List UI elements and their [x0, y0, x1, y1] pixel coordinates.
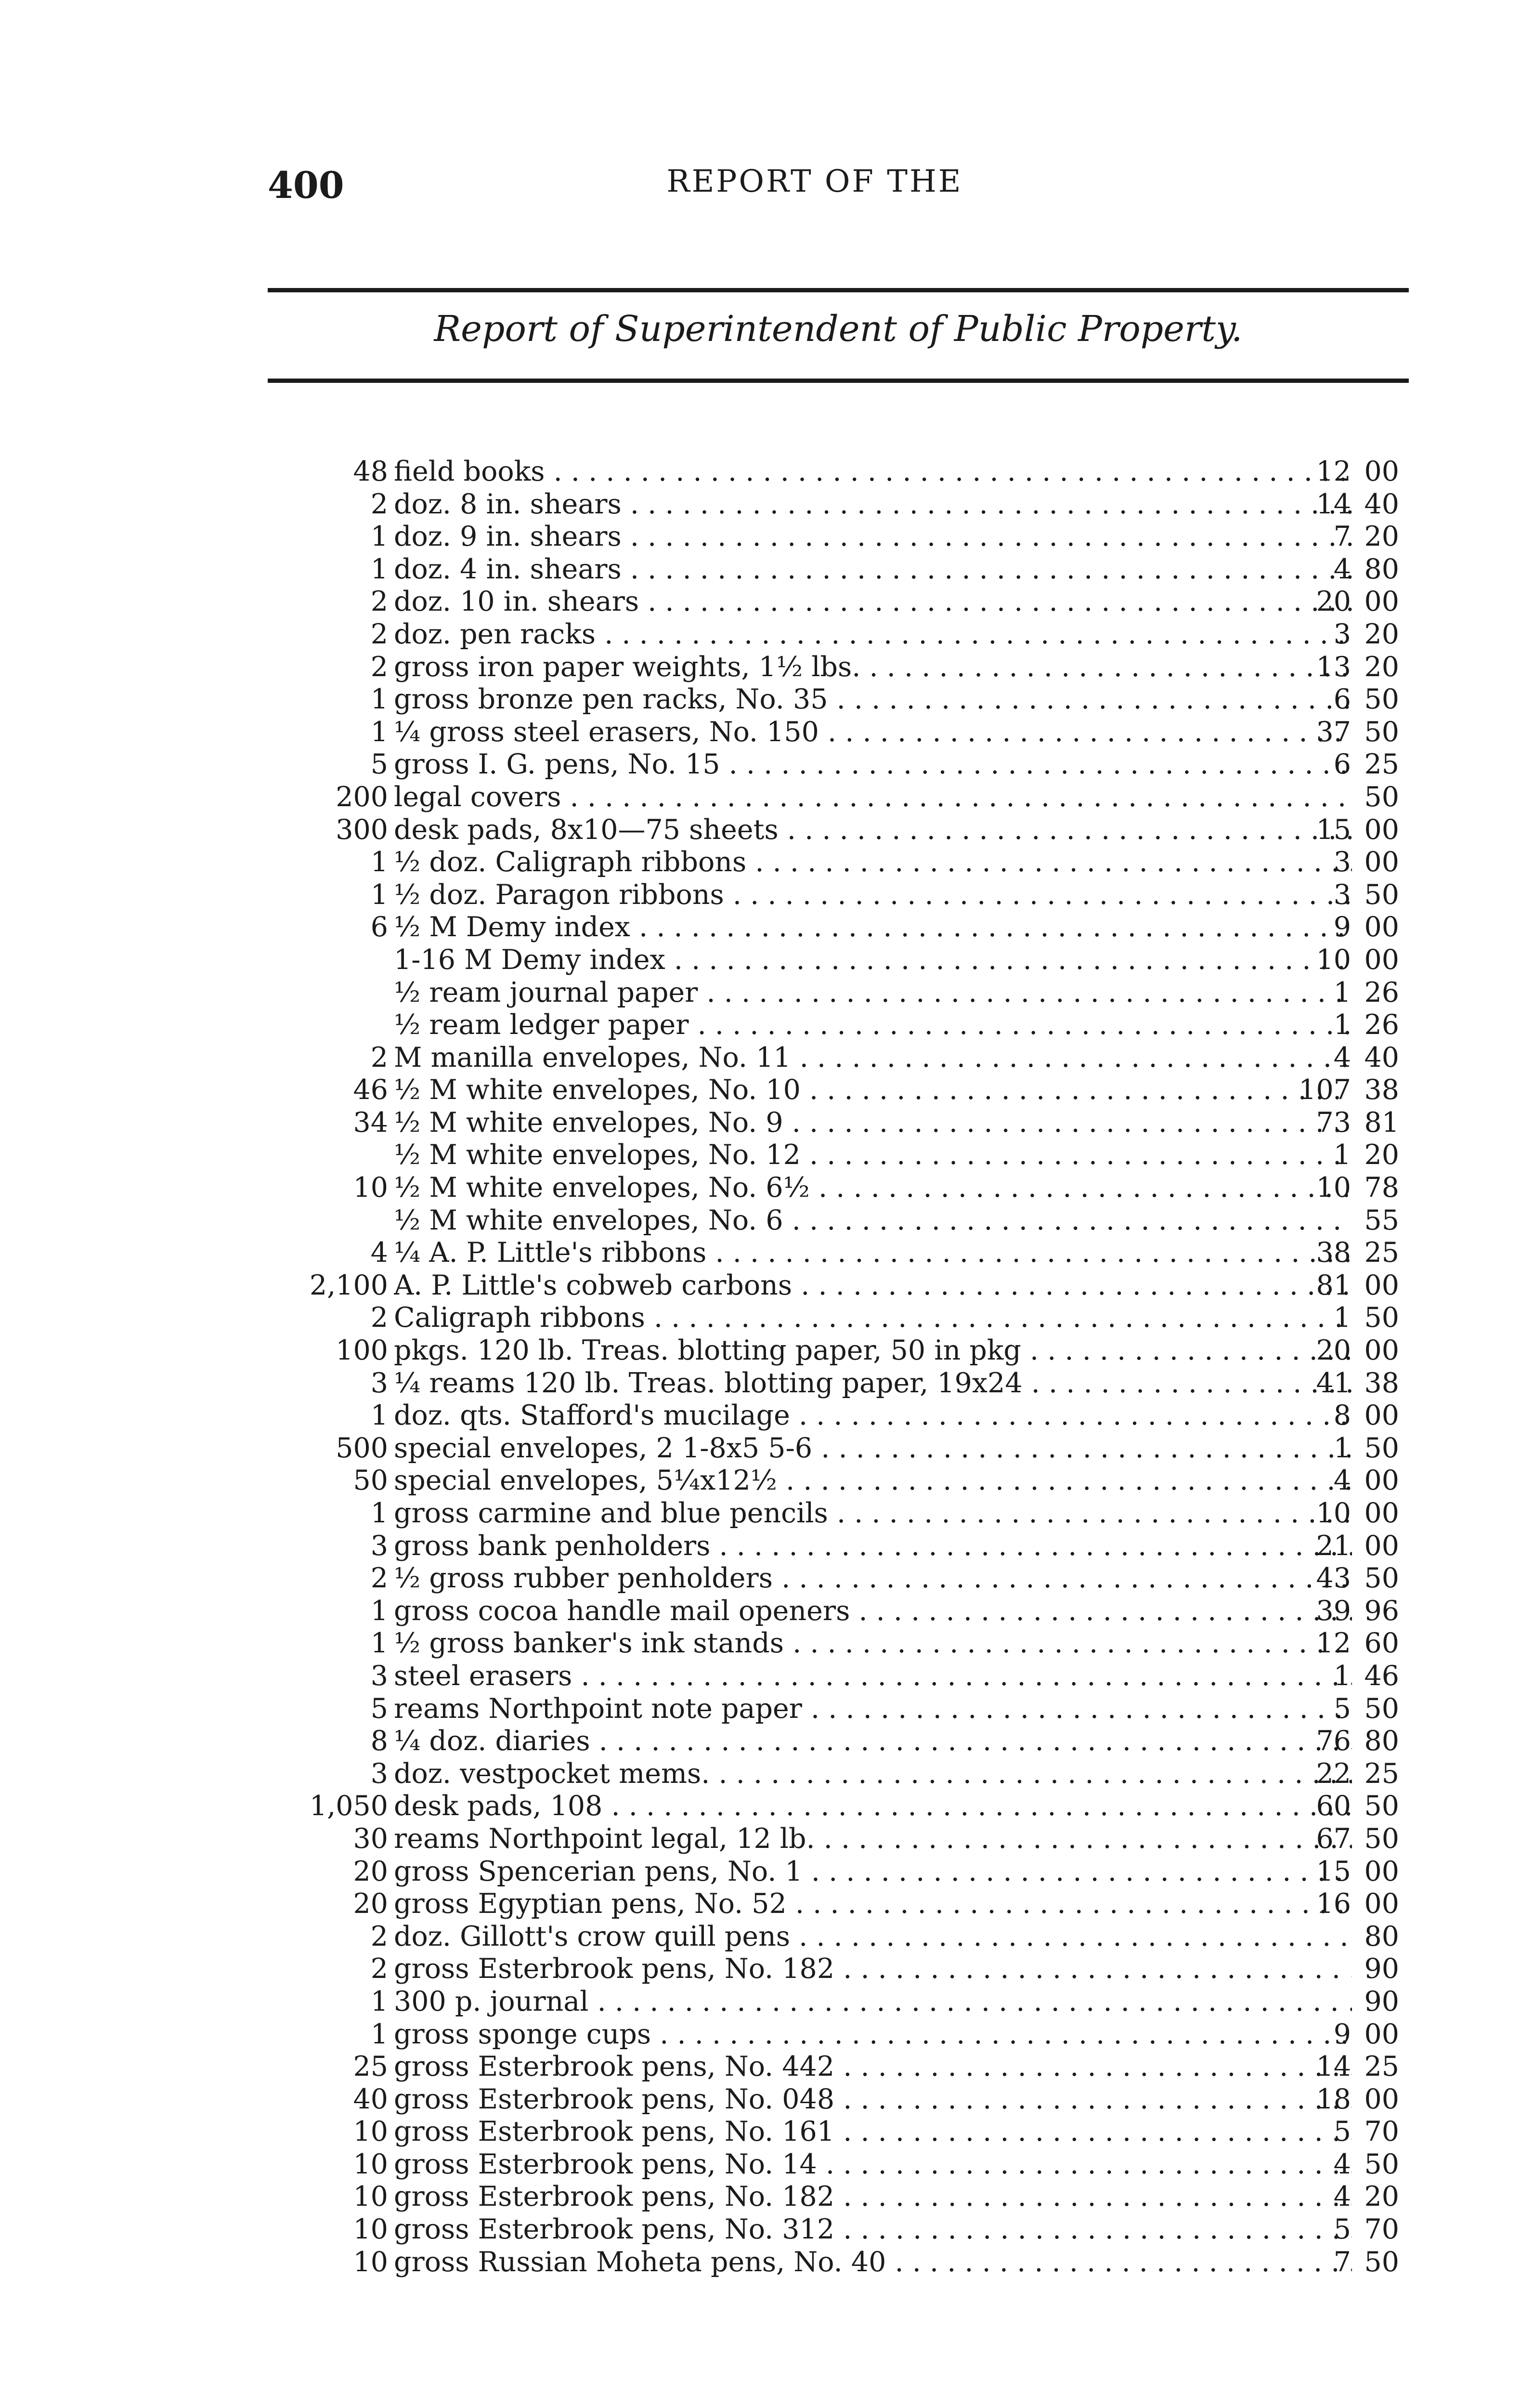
item-description: desk pads, 8x10—75 sheets . . . — [394, 814, 1352, 847]
list-item — [268, 1269, 1409, 1302]
item-cents: 00 — [1364, 943, 1399, 976]
item-quantity: 10 — [353, 2181, 388, 2213]
item-cents: 00 — [1364, 1335, 1399, 1367]
item-quantity: 2 — [370, 618, 388, 650]
item-cents: 00 — [1364, 911, 1399, 943]
list-item — [268, 781, 1409, 814]
item-dollars: 1 — [1333, 976, 1351, 1008]
item-dollars: 9 — [1333, 911, 1351, 943]
item-dollars: 15 — [1316, 1855, 1351, 1887]
item-quantity: 1 — [370, 683, 388, 716]
item-cents: 20 — [1364, 1139, 1399, 1171]
item-quantity: 2 — [370, 488, 388, 520]
list-item — [268, 1367, 1409, 1400]
list-item — [268, 716, 1409, 749]
item-dollars: 5 — [1333, 2116, 1351, 2148]
item-description: doz. pen racks . . . — [394, 618, 1352, 651]
item-quantity: 1 — [370, 1985, 388, 2017]
item-dollars: 43 — [1316, 1562, 1351, 1595]
item-dollars: 3 — [1333, 846, 1351, 878]
item-cents: 50 — [1364, 878, 1399, 911]
list-item — [268, 2246, 1409, 2279]
list-item — [268, 977, 1409, 1009]
item-description: reams Northpoint note paper . . . — [394, 1693, 1352, 1726]
list-item — [268, 1921, 1409, 1953]
item-description: desk pads, 108 . . . — [394, 1790, 1352, 1823]
item-description: gross Esterbrook pens, No. 182 . . . — [394, 1953, 1352, 1986]
item-dollars: 14 — [1316, 488, 1351, 520]
item-quantity: 50 — [353, 1465, 388, 1497]
item-cents: 80 — [1364, 553, 1399, 585]
list-item — [268, 1042, 1409, 1074]
list-item — [268, 1986, 1409, 2018]
list-item — [268, 2083, 1409, 2116]
item-dollars: 21 — [1316, 1530, 1351, 1562]
list-item — [268, 1693, 1409, 1726]
item-quantity: 8 — [370, 1725, 388, 1757]
item-dollars: 13 — [1316, 651, 1351, 683]
item-dollars: 5 — [1333, 2213, 1351, 2246]
list-item — [268, 553, 1409, 586]
list-item — [268, 2051, 1409, 2083]
item-dollars: 1 — [1333, 1009, 1351, 1041]
item-cents: 50 — [1364, 1692, 1399, 1725]
item-cents: 00 — [1364, 1497, 1399, 1529]
list-item — [268, 1465, 1409, 1497]
item-cents: 25 — [1364, 1757, 1399, 1790]
item-cents: 20 — [1364, 651, 1399, 683]
item-description: ½ gross rubber penholders . . . — [394, 1562, 1352, 1595]
item-description: gross cocoa handle mail openers . . . — [394, 1595, 1352, 1628]
list-item — [268, 1595, 1409, 1628]
item-description: gross Esterbrook pens, No. 182 . . . — [394, 2181, 1352, 2213]
item-cents: 60 — [1364, 1627, 1399, 1660]
item-description: steel erasers . . . — [394, 1660, 1352, 1693]
item-cents: 55 — [1364, 1204, 1399, 1236]
list-item — [268, 1562, 1409, 1595]
item-dollars: 7 — [1333, 2246, 1351, 2278]
item-cents: 50 — [1364, 1562, 1399, 1595]
item-quantity: 300 — [336, 813, 388, 846]
item-cents: 40 — [1364, 488, 1399, 520]
item-quantity: 3 — [370, 1757, 388, 1790]
item-quantity: 2 — [370, 1302, 388, 1334]
list-item — [268, 456, 1409, 488]
item-description: gross bronze pen racks, No. 35 . . . — [394, 683, 1352, 716]
item-dollars: 6 — [1333, 748, 1351, 781]
item-cents: 20 — [1364, 2181, 1399, 2213]
item-dollars: 107 — [1299, 1074, 1351, 1106]
list-item — [268, 1074, 1409, 1107]
item-description: gross I. G. pens, No. 15 . . . — [394, 748, 1352, 781]
item-cents: 25 — [1364, 1237, 1399, 1269]
item-description: ¼ gross steel erasers, No. 150 . . . — [394, 716, 1352, 749]
item-description: ¼ reams 120 lb. Treas. blotting paper, 19x24 . . . — [394, 1367, 1352, 1400]
item-description: gross Esterbrook pens, No. 442 . . . — [394, 2051, 1352, 2083]
item-description: ½ doz. Caligraph ribbons . . . — [394, 846, 1352, 879]
item-description: gross Esterbrook pens, No. 312 . . . — [394, 2213, 1352, 2246]
item-dollars: 9 — [1333, 2018, 1351, 2050]
item-dollars: 20 — [1316, 1335, 1351, 1367]
item-dollars: 18 — [1316, 2083, 1351, 2115]
list-item — [268, 1302, 1409, 1335]
item-dollars: 22 — [1316, 1757, 1351, 1790]
item-quantity: 1 — [370, 716, 388, 748]
item-cents: 00 — [1364, 586, 1399, 618]
item-quantity: 1 — [370, 846, 388, 878]
item-cents: 50 — [1364, 716, 1399, 748]
list-item — [268, 1107, 1409, 1139]
list-item — [268, 1790, 1409, 1823]
list-item — [268, 1335, 1409, 1367]
item-dollars: 4 — [1333, 1465, 1351, 1497]
item-description: doz. 9 in. shears . . . — [394, 521, 1352, 553]
item-quantity: 2,100 — [309, 1269, 388, 1301]
item-cents: 00 — [1364, 1888, 1399, 1920]
list-item — [268, 2213, 1409, 2246]
item-description: doz. 10 in. shears . . . — [394, 586, 1352, 618]
item-description: ½ doz. Paragon ribbons . . . — [394, 879, 1352, 912]
item-dollars: 4 — [1333, 553, 1351, 585]
item-quantity: 34 — [353, 1106, 388, 1139]
item-cents: 00 — [1364, 846, 1399, 878]
item-description: gross sponge cups . . . — [394, 2018, 1352, 2051]
item-description: ½ ream ledger paper . . . — [394, 1009, 1352, 1042]
list-item — [268, 1530, 1409, 1563]
item-cents: 00 — [1364, 456, 1399, 487]
item-quantity: 3 — [370, 1530, 388, 1562]
list-item — [268, 944, 1409, 977]
item-dollars: 8 — [1333, 1400, 1351, 1432]
item-dollars: 1 — [1333, 1432, 1351, 1464]
list-item — [268, 618, 1409, 651]
item-dollars: 14 — [1316, 2051, 1351, 2083]
item-description: doz. qts. Stafford's mucilage . . . — [394, 1400, 1352, 1432]
item-cents: 50 — [1364, 683, 1399, 716]
item-quantity: 10 — [353, 2246, 388, 2278]
item-quantity: 1,050 — [309, 1790, 388, 1822]
item-quantity: 40 — [353, 2083, 388, 2115]
items-list — [268, 456, 1409, 2278]
item-description: A. P. Little's cobweb carbons . . . — [394, 1269, 1352, 1302]
list-item — [268, 1400, 1409, 1432]
item-quantity: 1 — [370, 1400, 388, 1432]
item-description: gross bank penholders . . . — [394, 1530, 1352, 1563]
item-quantity: 1 — [370, 1627, 388, 1660]
item-dollars: 5 — [1333, 1692, 1351, 1725]
list-item — [268, 2018, 1409, 2051]
item-dollars: 10 — [1316, 1497, 1351, 1529]
item-dollars: 10 — [1316, 1172, 1351, 1204]
item-cents: 50 — [1364, 1432, 1399, 1464]
list-item — [268, 911, 1409, 944]
item-description: gross carmine and blue pencils . . . — [394, 1497, 1352, 1530]
item-quantity: 30 — [353, 1822, 388, 1855]
item-cents: 50 — [1364, 1302, 1399, 1334]
item-quantity: 1 — [370, 521, 388, 553]
list-item — [268, 1888, 1409, 1921]
item-dollars: 6 — [1333, 683, 1351, 716]
list-item — [268, 1627, 1409, 1660]
list-item — [268, 1237, 1409, 1269]
item-description: special envelopes, 2 1-8x5 5-6 . . . — [394, 1432, 1352, 1465]
list-item — [268, 1009, 1409, 1042]
list-item — [268, 2181, 1409, 2213]
item-description: ½ M white envelopes, No. 6 . . . — [394, 1204, 1352, 1237]
item-description: gross Esterbrook pens, No. 048 . . . — [394, 2083, 1352, 2116]
item-dollars: 76 — [1316, 1725, 1351, 1757]
item-quantity: 46 — [353, 1074, 388, 1106]
item-quantity: 10 — [353, 2213, 388, 2246]
list-item — [268, 1660, 1409, 1693]
list-item — [268, 879, 1409, 912]
list-item — [268, 1497, 1409, 1530]
item-description: ½ gross banker's ink stands . . . — [394, 1627, 1352, 1660]
item-quantity: 48 — [353, 456, 388, 487]
list-item — [268, 748, 1409, 781]
item-description: ½ ream journal paper . . . — [394, 977, 1352, 1009]
item-description: ½ M white envelopes, No. 9 . . . — [394, 1107, 1352, 1139]
item-quantity: 100 — [336, 1335, 388, 1367]
list-item — [268, 1856, 1409, 1888]
item-quantity: 2 — [370, 1041, 388, 1073]
item-quantity: 2 — [370, 1562, 388, 1595]
item-cents: 40 — [1364, 1041, 1399, 1073]
item-cents: 00 — [1364, 2018, 1399, 2050]
item-quantity: 2 — [370, 651, 388, 683]
list-item — [268, 1823, 1409, 1856]
item-dollars: 60 — [1316, 1790, 1351, 1822]
item-description: 1-16 M Demy index . . . — [394, 944, 1352, 977]
item-description: special envelopes, 5¼x12½ . . . — [394, 1465, 1352, 1497]
item-quantity: 200 — [336, 781, 388, 813]
list-item — [268, 683, 1409, 716]
item-quantity: 1 — [370, 1497, 388, 1529]
item-cents: 90 — [1364, 1985, 1399, 2017]
item-cents: 00 — [1364, 1855, 1399, 1887]
item-quantity: 1 — [370, 878, 388, 911]
item-cents: 46 — [1364, 1660, 1399, 1692]
item-dollars: 16 — [1316, 1888, 1351, 1920]
item-cents: 26 — [1364, 976, 1399, 1008]
item-dollars: 41 — [1316, 1367, 1351, 1399]
item-cents: 00 — [1364, 1465, 1399, 1497]
item-dollars: 37 — [1316, 716, 1351, 748]
list-item — [268, 1139, 1409, 1172]
item-dollars: 1 — [1333, 1302, 1351, 1334]
item-quantity: 10 — [353, 2116, 388, 2148]
item-dollars: 1 — [1333, 1139, 1351, 1171]
item-dollars: 73 — [1316, 1106, 1351, 1139]
item-description: field books . . . — [394, 456, 1352, 488]
item-cents: 20 — [1364, 618, 1399, 650]
item-cents: 20 — [1364, 521, 1399, 553]
item-dollars: 3 — [1333, 618, 1351, 650]
item-cents: 81 — [1364, 1106, 1399, 1139]
item-dollars: 7 — [1333, 521, 1351, 553]
item-description: ½ M white envelopes, No. 10 . . . — [394, 1074, 1352, 1107]
item-cents: 00 — [1364, 2083, 1399, 2115]
item-dollars: 38 — [1316, 1237, 1351, 1269]
item-description: gross Egyptian pens, No. 52 . . . — [394, 1888, 1352, 1921]
item-dollars: 20 — [1316, 586, 1351, 618]
list-item — [268, 651, 1409, 684]
item-quantity: 4 — [370, 1237, 388, 1269]
item-cents: 50 — [1364, 2148, 1399, 2180]
list-item — [268, 1725, 1409, 1758]
item-quantity: 10 — [353, 2148, 388, 2180]
list-item — [268, 1204, 1409, 1237]
item-description: ½ M Demy index . . . — [394, 911, 1352, 944]
item-cents: 50 — [1364, 2246, 1399, 2278]
item-cents: 00 — [1364, 1269, 1399, 1301]
list-item — [268, 2148, 1409, 2181]
item-cents: 25 — [1364, 2051, 1399, 2083]
page-number: 400 — [268, 164, 344, 207]
item-cents: 96 — [1364, 1595, 1399, 1627]
item-quantity: 1 — [370, 1595, 388, 1627]
list-item — [268, 488, 1409, 521]
item-dollars: 4 — [1333, 1041, 1351, 1073]
item-quantity: 500 — [336, 1432, 388, 1464]
item-description: ½ M white envelopes, No. 6½ . . . — [394, 1172, 1352, 1204]
item-description: gross Esterbrook pens, No. 14 . . . — [394, 2148, 1352, 2181]
item-description: 300 p. journal . . . — [394, 1986, 1352, 2018]
item-cents: 38 — [1364, 1367, 1399, 1399]
item-quantity: 10 — [353, 1172, 388, 1204]
item-description: reams Northpoint legal, 12 lb. . . . — [394, 1823, 1352, 1856]
item-cents: 80 — [1364, 1725, 1399, 1757]
item-cents: 00 — [1364, 1530, 1399, 1562]
item-quantity: 1 — [370, 2018, 388, 2050]
running-head: REPORT OF THE — [666, 164, 963, 199]
item-quantity: 2 — [370, 586, 388, 618]
item-quantity: 20 — [353, 1855, 388, 1887]
bottom-rule — [268, 379, 1409, 383]
item-description: doz. 4 in. shears . . . — [394, 553, 1352, 586]
item-cents: 78 — [1364, 1172, 1399, 1204]
item-dollars: 1 — [1333, 1660, 1351, 1692]
list-item — [268, 586, 1409, 618]
item-description: legal covers . . . — [394, 781, 1352, 814]
item-quantity: 5 — [370, 1692, 388, 1725]
list-item — [268, 2116, 1409, 2148]
item-quantity: 3 — [370, 1367, 388, 1399]
list-item — [268, 1172, 1409, 1204]
item-description: gross Russian Moheta pens, No. 40 . . . — [394, 2246, 1352, 2279]
item-cents: 00 — [1364, 1400, 1399, 1432]
item-cents: 50 — [1364, 781, 1399, 813]
item-description: M manilla envelopes, No. 11 . . . — [394, 1042, 1352, 1074]
item-description: pkgs. 120 lb. Treas. blotting paper, 50 in pkg . . . — [394, 1335, 1352, 1367]
item-dollars: 3 — [1333, 878, 1351, 911]
item-cents: 90 — [1364, 1953, 1399, 1985]
item-dollars: 10 — [1316, 943, 1351, 976]
item-cents: 80 — [1364, 1920, 1399, 1952]
item-description: gross iron paper weights, 1½ lbs. . . . — [394, 651, 1352, 684]
item-dollars: 39 — [1316, 1595, 1351, 1627]
list-item — [268, 814, 1409, 847]
item-dollars: 12 — [1316, 456, 1351, 487]
item-description: ¼ doz. diaries . . . — [394, 1725, 1352, 1758]
item-cents: 25 — [1364, 748, 1399, 781]
item-dollars: 15 — [1316, 813, 1351, 846]
item-quantity: 6 — [370, 911, 388, 943]
list-item — [268, 1953, 1409, 1986]
item-quantity: 1 — [370, 553, 388, 585]
item-quantity: 2 — [370, 1953, 388, 1985]
item-description: doz. 8 in. shears . . . — [394, 488, 1352, 521]
item-cents: 00 — [1364, 813, 1399, 846]
item-quantity: 25 — [353, 2051, 388, 2083]
item-cents: 50 — [1364, 1790, 1399, 1822]
list-item — [268, 1758, 1409, 1791]
item-description: gross Esterbrook pens, No. 161 . . . — [394, 2116, 1352, 2148]
item-dollars: 12 — [1316, 1627, 1351, 1660]
item-cents: 26 — [1364, 1009, 1399, 1041]
item-dollars: 67 — [1316, 1822, 1351, 1855]
item-cents: 50 — [1364, 1822, 1399, 1855]
list-item — [268, 846, 1409, 879]
item-quantity: 5 — [370, 748, 388, 781]
list-item — [268, 1432, 1409, 1465]
item-cents: 70 — [1364, 2116, 1399, 2148]
item-description: ¼ A. P. Little's ribbons . . . — [394, 1237, 1352, 1269]
list-item — [268, 521, 1409, 553]
item-cents: 38 — [1364, 1074, 1399, 1106]
item-description: doz. Gillott's crow quill pens . . . — [394, 1921, 1352, 1953]
top-rule — [268, 288, 1409, 292]
item-dollars: 4 — [1333, 2148, 1351, 2180]
item-dollars: 4 — [1333, 2181, 1351, 2213]
item-dollars: 81 — [1316, 1269, 1351, 1301]
item-description: ½ M white envelopes, No. 12 . . . — [394, 1139, 1352, 1172]
item-description: Caligraph ribbons . . . — [394, 1302, 1352, 1335]
item-quantity: 20 — [353, 1888, 388, 1920]
item-description: gross Spencerian pens, No. 1 . . . — [394, 1856, 1352, 1888]
section-title: Report of Superintendent of Public Property. — [434, 308, 1243, 350]
item-cents: 70 — [1364, 2213, 1399, 2246]
item-quantity: 2 — [370, 1920, 388, 1952]
item-description: doz. vestpocket mems. . . . — [394, 1758, 1352, 1791]
item-quantity: 3 — [370, 1660, 388, 1692]
